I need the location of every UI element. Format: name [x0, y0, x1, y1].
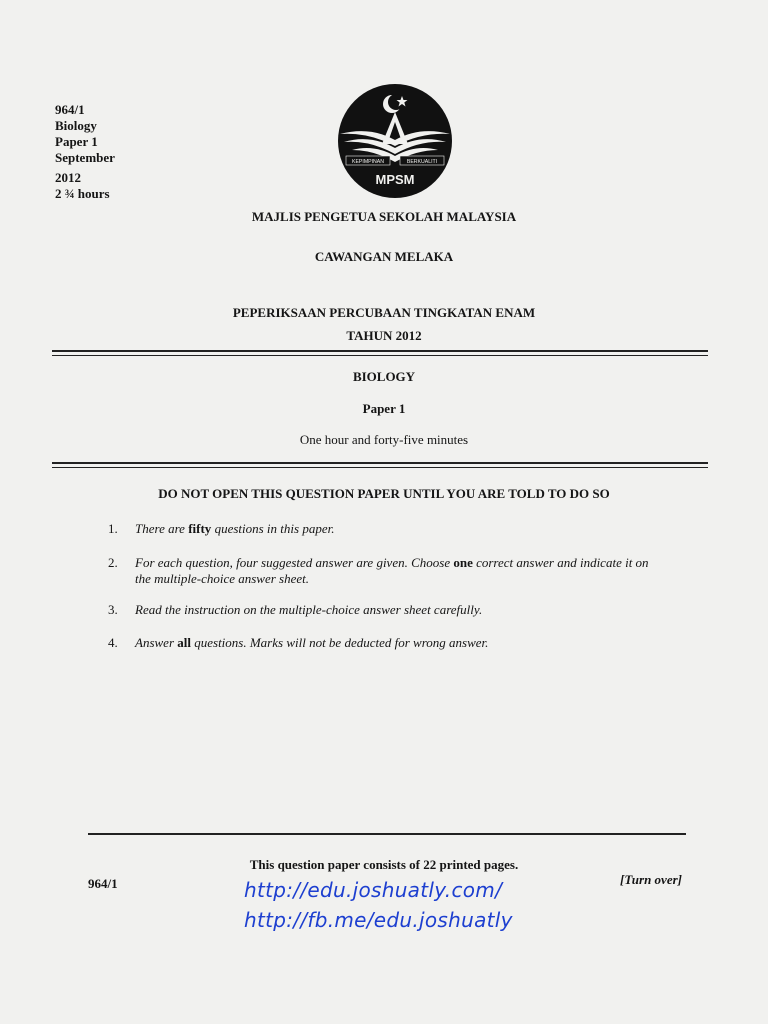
paper-number: Paper 1	[55, 134, 98, 149]
divider-top-inner	[52, 355, 708, 356]
mpsm-logo	[330, 82, 460, 200]
warning-text: DO NOT OPEN THIS QUESTION PAPER UNTIL YOU ARE TOLD TO DO SO	[158, 486, 610, 501]
instruction-text: For each question, four suggested answer are given. Choose one correct answer and indicate it on the multiple-choice answer sheet.	[135, 555, 649, 586]
logo-acronym: MPSM	[375, 172, 415, 187]
paper-meta	[55, 102, 115, 202]
instruction-text: There are fifty questions in this paper.	[135, 521, 335, 536]
instruction-number: 4.	[108, 635, 118, 650]
logo-motto-left: KEPIMPINAN	[352, 159, 384, 165]
instruction-text: Answer all questions. Marks will not be deducted for wrong answer.	[135, 635, 489, 650]
handwritten-link-facebook[interactable]: http://fb.me/edu.joshuatly	[244, 908, 513, 932]
divider-mid	[52, 462, 708, 464]
turn-over-label: [Turn over]	[620, 872, 682, 887]
paper-code: 964/1	[55, 102, 85, 117]
handwritten-link-site[interactable]: http://edu.joshuatly.com/	[244, 878, 503, 902]
exam-year: TAHUN 2012	[346, 328, 422, 343]
instruction-number: 3.	[108, 602, 118, 617]
branch-name: CAWANGAN MELAKA	[314, 249, 454, 264]
divider-top	[52, 350, 708, 352]
divider-bottom	[88, 833, 686, 835]
org-name: MAJLIS PENGETUA SEKOLAH MALAYSIA	[251, 209, 517, 224]
page-count-note: This question paper consists of 22 printed pages.	[249, 857, 519, 872]
footer-code: 964/1	[88, 876, 118, 891]
instruction-text: Read the instruction on the multiple-choice answer sheet carefully.	[135, 602, 483, 617]
paper-year: 2012	[55, 170, 81, 185]
paper-subject: Biology	[55, 118, 97, 133]
logo-motto-right: BERKUALITI	[406, 159, 438, 165]
duration-text: One hour and forty-five minutes	[299, 432, 469, 447]
instruction-number: 2.	[108, 555, 118, 570]
paper-heading: Paper 1	[362, 401, 406, 416]
paper-duration: 2 ¾ hours	[55, 186, 110, 201]
paper-month: September	[55, 150, 115, 165]
exam-title: PEPERIKSAAN PERCUBAAN TINGKATAN ENAM	[232, 305, 536, 320]
instruction-number: 1.	[108, 521, 118, 536]
divider-mid-inner	[52, 467, 708, 468]
subject-heading: BIOLOGY	[352, 369, 416, 384]
